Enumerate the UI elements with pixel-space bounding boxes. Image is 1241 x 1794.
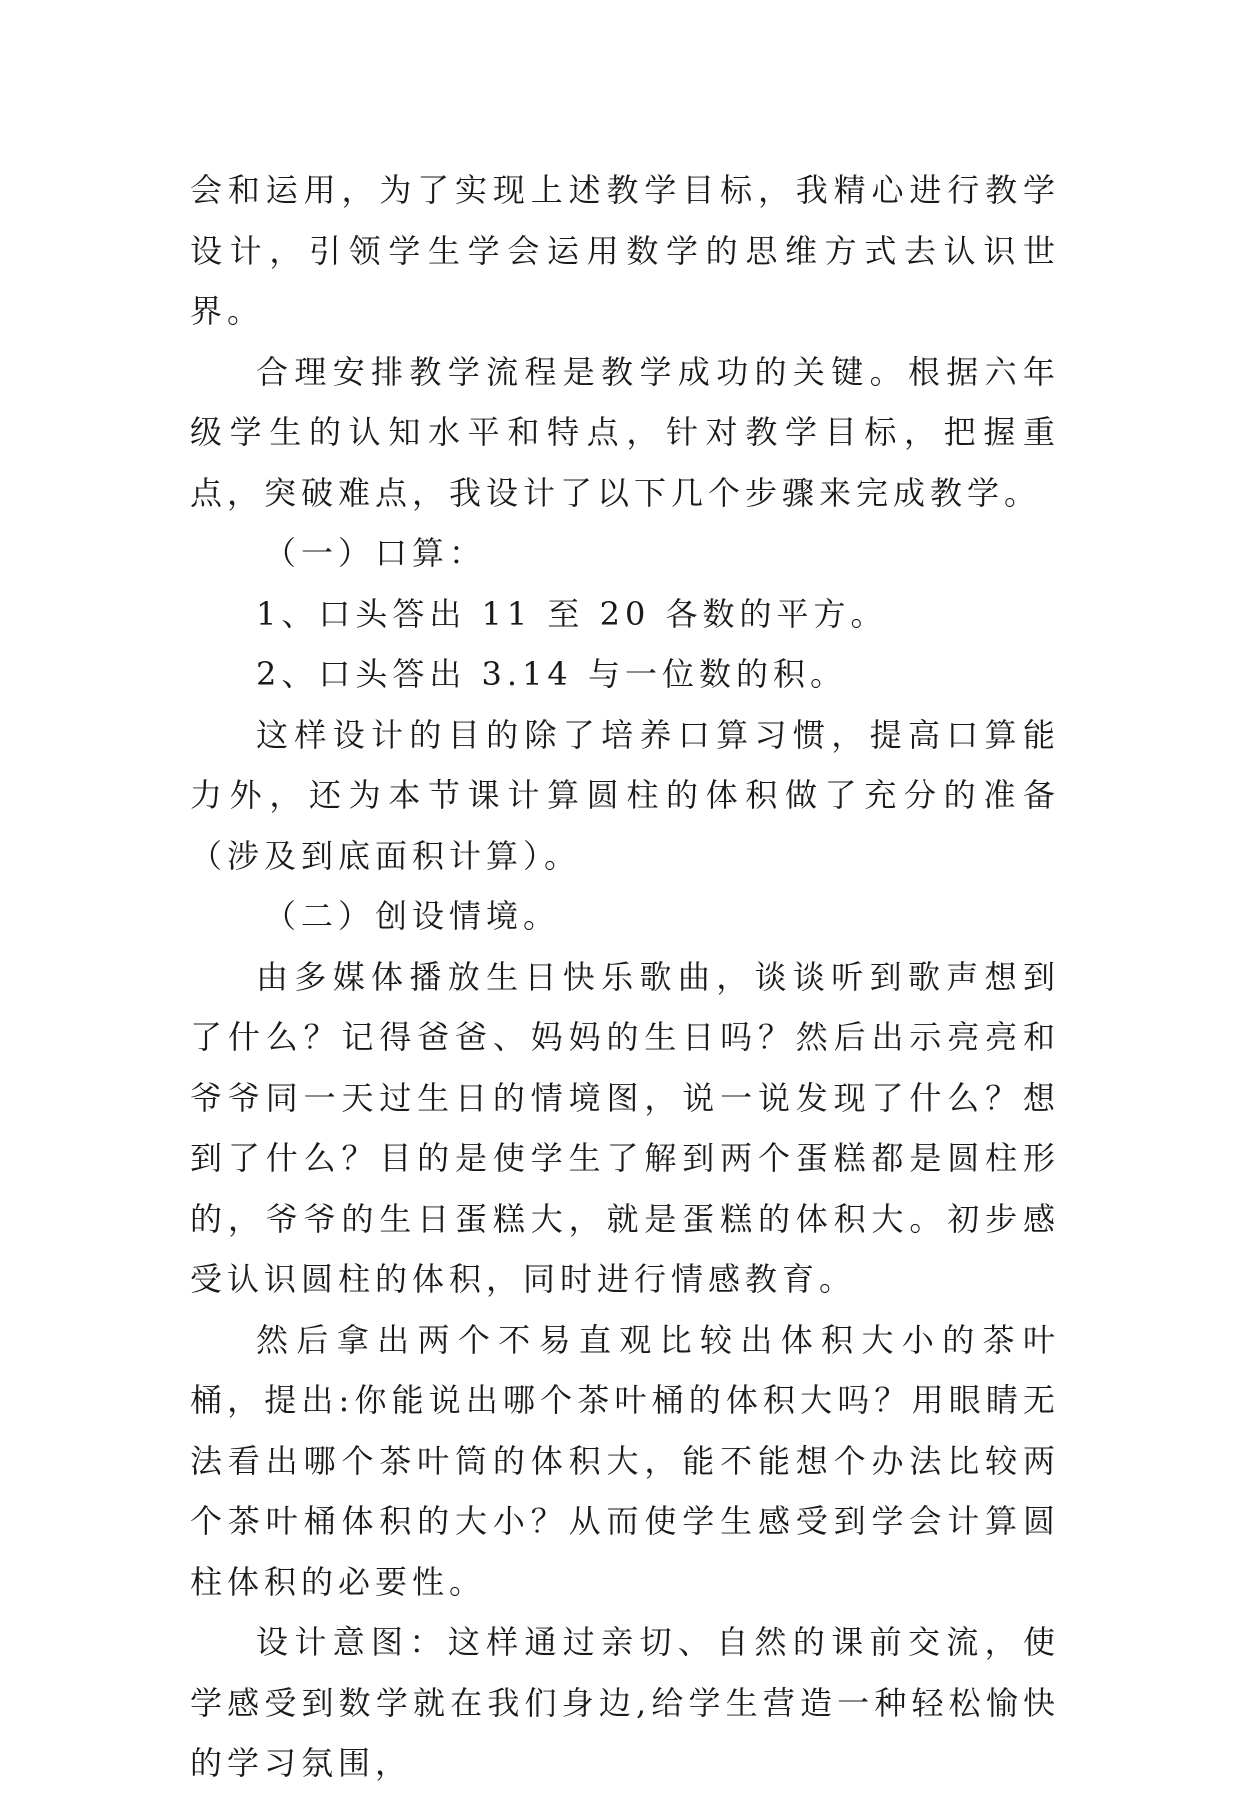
- paragraph-continuation: 会和运用，为了实现上述教学目标，我精心进行教学设计，引领学生学会运用数学的思维方式去认识世界。: [190, 171, 1060, 330]
- list-item-2: 2、口头答出 3.14 与一位数的积。: [256, 655, 847, 693]
- list-item-1: 1、口头答出 11 至 20 各数的平方。: [256, 594, 888, 633]
- section-heading-oral-calculation: （一）口算：: [264, 534, 487, 572]
- section-heading-create-situation: （二）创设情境。: [264, 897, 561, 935]
- paragraph-birthday-situation: 由多媒体播放生日快乐歌曲，谈谈听到歌声想到了什么？记得爸爸、妈妈的生日吗？然后出示亮亮和爷爷同一天过生日的情境图，说一说发现了什么？想到了什么？目的是使学生了解到两个蛋糕都是圆柱形的，爷爷的生日蛋糕大，就是蛋糕的体积大。初步感受认识圆柱的体积，同时进行情感教育。: [190, 957, 1060, 1298]
- paragraph-design-purpose: 这样设计的目的除了培养口算习惯，提高口算能力外，还为本节课计算圆柱的体积做了充分的准备（涉及到底面积计算）。: [190, 715, 1060, 875]
- paragraph-design-intent: 设计意图：这样通过亲切、自然的课前交流，使学感受到数学就在我们身边,给学生营造一种轻松愉快的学习氛围，: [190, 1623, 1060, 1782]
- paragraph-tea-canisters: 然后拿出两个不易直观比较出体积大小的茶叶桶，提出:你能说出哪个茶叶桶的体积大吗？用眼睛无法看出哪个茶叶筒的体积大，能不能想个办法比较两个茶叶桶体积的大小？从而使学生感受到学会计算圆柱体积的必要性。: [190, 1320, 1060, 1601]
- paragraph-teaching-process: 合理安排教学流程是教学成功的关键。根据六年级学生的认知水平和特点，针对教学目标，把握重点，突破难点，我设计了以下几个步骤来完成教学。: [190, 352, 1060, 512]
- document-body: [190, 160, 1060, 1794]
